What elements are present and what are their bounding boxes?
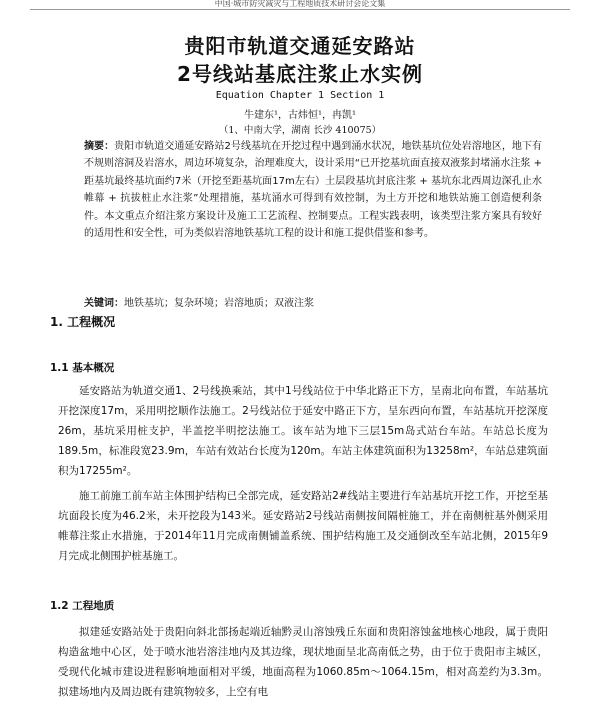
abstract-label: 摘要： [84,141,115,152]
abstract [84,138,542,242]
subsection-heading-1-1: 1.1 基本概况 [50,362,115,374]
paragraph [58,622,548,702]
keywords-label: 关键词： [84,298,124,309]
running-header: 中国·城市防灾减灾与工程地质技术研讨会论文集 [214,0,386,8]
paragraph-text: 拟建延安路站处于贵阳向斜北部扬起端近轴黔灵山溶蚀残丘东面和贵阳溶蚀盆地核心地段，属于贵阳构造盆地中心区，处于喷水池岩溶洼地内及其边缘，现状地面呈北高南低之势，由于位于贵阳市主城区，受现代化城市建设进程影响地面相对平缓，地面高程为1060.85m～1064.15m，相对高差约为3.3m。拟建场地内及周边既有建筑物较多，上空有电 [58,626,548,698]
keywords [84,294,542,309]
abstract-text: 贵阳市轨道交通延安路站2号线基坑在开挖过程中遇到涌水状况，地铁基坑位处岩溶地区，地下有不规则溶洞及岩溶水，周边环境复杂，治理难度大，设计采用“已开挖基坑面直接双液浆封堵涌水注浆 + 距基坑最终基坑面约7米（开挖至距基坑面17m左右）土层段基坑封底注浆 + 基坑东北西周边深孔止水帷幕 + 抗拔桩止水注浆”处理措施，基坑涌水可得到有效控制，为土方开挖和地铁站施工创造便利条件。本文重点介绍注浆方案设计及施工工艺流程、控制要点。工程实践表明，该类型注浆方案具有较好的适用性和安全性，可为类似岩溶地铁基坑工程的设计和施工提供借鉴和参考。 [84,141,542,240]
author-list: 牛建东¹，古炜恒¹，冉凯¹ [243,110,357,121]
keywords-text: 地铁基坑；复杂环境；岩溶地质；双液注浆 [124,298,314,309]
paragraph [58,486,548,566]
header-rule [30,9,570,10]
equation-chapter-field: Equation Chapter 1 Section 1 [215,90,385,101]
section-heading-1: 1. 工程概况 [50,315,116,329]
subsection-heading-1-2: 1.2 工程地质 [50,600,115,612]
paragraph [58,381,548,481]
affiliation: （1、中南大学，湖南 长沙 410075） [218,125,382,136]
paragraph-text: 延安路站为轨道交通1、2号线换乘站，其中1号线站位于中华北路正下方，呈南北向布置，车站基坑开挖深度17m，采用明挖顺作法施工。2号线站位于延安中路正下方，呈东西向布置，车站基坑开挖深度26m，基坑采用桩支护，半盖挖半明挖法施工。该车站为地下三层15m岛式站台车站。车站总长度为189.5m，标准段宽23.9m，车站有效站台长度为120m。车站主体建筑面积为13258m²，车站总建筑面积为17255m²。 [58,385,548,477]
paper-title-line1: 贵阳市轨道交通延安路站 [184,34,416,58]
paragraph-text: 施工前施工前车站主体围护结构已全部完成，延安路站2#线站主要进行车站基坑开挖工作，开挖至基坑面段长度为46.2米，未开挖段为143米。延安路站2号线站南侧按间隔桩施工，并在南侧桩基外侧采用帷幕注浆止水措施，于2014年11月完成南侧铺盖系统、围护结构施工及交通倒改至车站北侧，2015年9月完成北侧围护桩基施工。 [58,490,548,562]
paper-title-line2: 2号线站基底注浆止水实例 [177,62,423,86]
